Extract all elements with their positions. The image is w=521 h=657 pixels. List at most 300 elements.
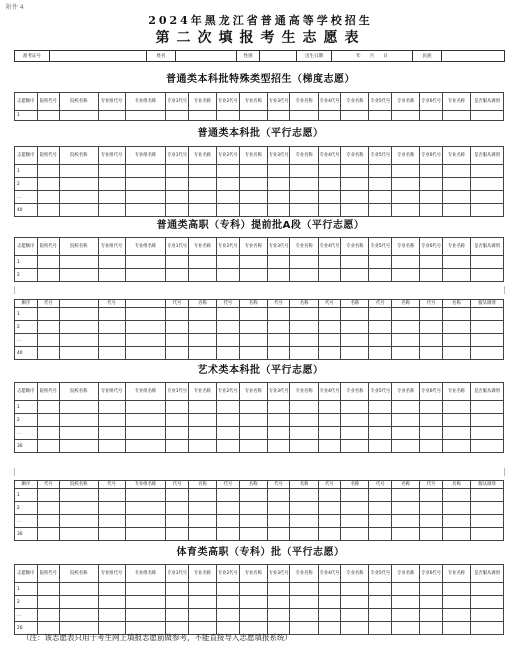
entry-cell[interactable]	[442, 515, 470, 528]
entry-cell[interactable]	[166, 583, 189, 596]
entry-cell[interactable]	[125, 440, 166, 453]
entry-cell[interactable]	[392, 528, 420, 541]
entry-cell[interactable]	[166, 165, 189, 178]
entry-cell[interactable]	[341, 596, 369, 609]
entry-cell[interactable]	[341, 427, 369, 440]
entry-cell[interactable]	[290, 321, 318, 334]
entry-cell[interactable]	[60, 596, 98, 609]
entry-cell[interactable]	[188, 256, 216, 269]
entry-cell[interactable]	[420, 528, 443, 541]
entry-cell[interactable]	[239, 515, 267, 528]
entry-cell[interactable]	[318, 427, 341, 440]
entry-cell[interactable]	[318, 178, 341, 191]
entry-cell[interactable]	[392, 440, 420, 453]
entry-cell[interactable]	[442, 178, 470, 191]
entry-cell[interactable]	[392, 308, 420, 321]
entry-cell[interactable]	[217, 308, 240, 321]
entry-cell[interactable]	[37, 427, 60, 440]
entry-cell[interactable]	[166, 596, 189, 609]
entry-cell[interactable]	[318, 622, 341, 635]
entry-cell[interactable]	[267, 596, 290, 609]
entry-cell[interactable]	[60, 583, 98, 596]
entry-cell[interactable]	[166, 489, 189, 502]
entry-cell[interactable]	[60, 427, 98, 440]
entry-cell[interactable]	[217, 401, 240, 414]
entry-cell[interactable]	[392, 427, 420, 440]
entry-cell[interactable]	[369, 502, 392, 515]
entry-cell[interactable]	[369, 489, 392, 502]
entry-cell[interactable]	[290, 596, 318, 609]
entry-cell[interactable]	[60, 204, 98, 217]
entry-cell[interactable]	[188, 528, 216, 541]
entry-cell[interactable]	[267, 609, 290, 622]
entry-cell[interactable]	[166, 256, 189, 269]
birthdate-field[interactable]: 年 月 日	[332, 51, 413, 61]
entry-cell[interactable]	[318, 308, 341, 321]
entry-cell[interactable]	[369, 622, 392, 635]
entry-cell[interactable]	[98, 502, 125, 515]
entry-cell[interactable]	[125, 334, 166, 347]
entry-cell[interactable]	[369, 111, 392, 121]
entry-cell[interactable]	[341, 609, 369, 622]
entry-cell[interactable]	[471, 191, 504, 204]
entry-cell[interactable]	[98, 269, 125, 282]
entry-cell[interactable]	[442, 528, 470, 541]
entry-cell[interactable]	[341, 191, 369, 204]
entry-cell[interactable]	[420, 191, 443, 204]
entry-cell[interactable]	[125, 269, 166, 282]
entry-cell[interactable]	[318, 269, 341, 282]
entry-cell[interactable]	[318, 401, 341, 414]
entry-cell[interactable]	[420, 269, 443, 282]
entry-cell[interactable]	[98, 334, 125, 347]
exam-id-field[interactable]	[50, 51, 147, 61]
entry-cell[interactable]	[188, 440, 216, 453]
entry-cell[interactable]	[166, 440, 189, 453]
entry-cell[interactable]	[98, 191, 125, 204]
entry-cell[interactable]	[318, 489, 341, 502]
entry-cell[interactable]	[392, 191, 420, 204]
entry-cell[interactable]	[98, 347, 125, 360]
entry-cell[interactable]	[98, 308, 125, 321]
entry-cell[interactable]	[392, 414, 420, 427]
entry-cell[interactable]	[60, 308, 98, 321]
entry-cell[interactable]	[217, 609, 240, 622]
entry-cell[interactable]	[267, 321, 290, 334]
entry-cell[interactable]	[318, 414, 341, 427]
entry-cell[interactable]	[98, 609, 125, 622]
entry-cell[interactable]	[188, 401, 216, 414]
entry-cell[interactable]	[239, 165, 267, 178]
entry-cell[interactable]	[442, 334, 470, 347]
entry-cell[interactable]	[392, 256, 420, 269]
entry-cell[interactable]	[37, 609, 60, 622]
entry-cell[interactable]	[369, 269, 392, 282]
entry-cell[interactable]	[60, 414, 98, 427]
entry-cell[interactable]	[188, 489, 216, 502]
entry-cell[interactable]	[60, 111, 98, 121]
entry-cell[interactable]	[442, 583, 470, 596]
entry-cell[interactable]	[318, 515, 341, 528]
entry-cell[interactable]	[267, 401, 290, 414]
entry-cell[interactable]	[239, 583, 267, 596]
entry-cell[interactable]	[318, 321, 341, 334]
entry-cell[interactable]	[98, 528, 125, 541]
entry-cell[interactable]	[290, 191, 318, 204]
entry-cell[interactable]	[37, 401, 60, 414]
entry-cell[interactable]	[217, 583, 240, 596]
ethnicity-field[interactable]	[442, 51, 504, 61]
entry-cell[interactable]	[420, 347, 443, 360]
entry-cell[interactable]	[290, 583, 318, 596]
entry-cell[interactable]	[420, 401, 443, 414]
entry-cell[interactable]	[188, 347, 216, 360]
entry-cell[interactable]	[166, 401, 189, 414]
entry-cell[interactable]	[290, 401, 318, 414]
entry-cell[interactable]	[217, 347, 240, 360]
entry-cell[interactable]	[290, 308, 318, 321]
entry-cell[interactable]	[442, 347, 470, 360]
entry-cell[interactable]	[442, 269, 470, 282]
entry-cell[interactable]	[125, 596, 166, 609]
entry-cell[interactable]	[267, 111, 290, 121]
entry-cell[interactable]	[290, 427, 318, 440]
entry-cell[interactable]	[471, 583, 504, 596]
entry-cell[interactable]	[188, 165, 216, 178]
entry-cell[interactable]	[318, 583, 341, 596]
entry-cell[interactable]	[318, 111, 341, 121]
entry-cell[interactable]	[125, 321, 166, 334]
entry-cell[interactable]	[217, 321, 240, 334]
entry-cell[interactable]	[267, 308, 290, 321]
entry-cell[interactable]	[341, 178, 369, 191]
entry-cell[interactable]	[60, 269, 98, 282]
entry-cell[interactable]	[369, 528, 392, 541]
entry-cell[interactable]	[217, 528, 240, 541]
entry-cell[interactable]	[341, 489, 369, 502]
entry-cell[interactable]	[37, 321, 60, 334]
entry-cell[interactable]	[166, 427, 189, 440]
entry-cell[interactable]	[98, 489, 125, 502]
entry-cell[interactable]	[239, 427, 267, 440]
entry-cell[interactable]	[392, 401, 420, 414]
entry-cell[interactable]	[60, 528, 98, 541]
entry-cell[interactable]	[290, 609, 318, 622]
entry-cell[interactable]	[290, 269, 318, 282]
entry-cell[interactable]	[290, 489, 318, 502]
entry-cell[interactable]	[98, 583, 125, 596]
entry-cell[interactable]	[471, 622, 504, 635]
entry-cell[interactable]	[37, 269, 60, 282]
entry-cell[interactable]	[60, 165, 98, 178]
entry-cell[interactable]	[290, 528, 318, 541]
entry-cell[interactable]	[267, 515, 290, 528]
entry-cell[interactable]	[125, 401, 166, 414]
entry-cell[interactable]	[318, 256, 341, 269]
entry-cell[interactable]	[471, 178, 504, 191]
entry-cell[interactable]	[37, 347, 60, 360]
entry-cell[interactable]	[290, 622, 318, 635]
entry-cell[interactable]	[267, 256, 290, 269]
entry-cell[interactable]	[341, 269, 369, 282]
entry-cell[interactable]	[442, 321, 470, 334]
entry-cell[interactable]	[98, 204, 125, 217]
entry-cell[interactable]	[341, 321, 369, 334]
entry-cell[interactable]	[442, 596, 470, 609]
entry-cell[interactable]	[290, 334, 318, 347]
entry-cell[interactable]	[37, 489, 60, 502]
entry-cell[interactable]	[37, 204, 60, 217]
entry-cell[interactable]	[369, 191, 392, 204]
entry-cell[interactable]	[369, 178, 392, 191]
entry-cell[interactable]	[37, 515, 60, 528]
entry-cell[interactable]	[471, 321, 504, 334]
entry-cell[interactable]	[471, 269, 504, 282]
entry-cell[interactable]	[369, 427, 392, 440]
entry-cell[interactable]	[318, 609, 341, 622]
entry-cell[interactable]	[37, 414, 60, 427]
entry-cell[interactable]	[392, 269, 420, 282]
entry-cell[interactable]	[37, 191, 60, 204]
entry-cell[interactable]	[341, 401, 369, 414]
entry-cell[interactable]	[125, 347, 166, 360]
entry-cell[interactable]	[98, 256, 125, 269]
entry-cell[interactable]	[60, 321, 98, 334]
entry-cell[interactable]	[166, 269, 189, 282]
entry-cell[interactable]	[166, 414, 189, 427]
entry-cell[interactable]	[420, 502, 443, 515]
entry-cell[interactable]	[166, 178, 189, 191]
entry-cell[interactable]	[188, 334, 216, 347]
entry-cell[interactable]	[125, 427, 166, 440]
entry-cell[interactable]	[369, 440, 392, 453]
entry-cell[interactable]	[267, 347, 290, 360]
entry-cell[interactable]	[166, 515, 189, 528]
entry-cell[interactable]	[290, 178, 318, 191]
entry-cell[interactable]	[369, 256, 392, 269]
entry-cell[interactable]	[420, 596, 443, 609]
entry-cell[interactable]	[239, 440, 267, 453]
entry-cell[interactable]	[239, 502, 267, 515]
entry-cell[interactable]	[60, 401, 98, 414]
entry-cell[interactable]	[290, 440, 318, 453]
entry-cell[interactable]	[60, 515, 98, 528]
entry-cell[interactable]	[420, 111, 443, 121]
entry-cell[interactable]	[217, 414, 240, 427]
entry-cell[interactable]	[471, 596, 504, 609]
entry-cell[interactable]	[239, 334, 267, 347]
entry-cell[interactable]	[471, 609, 504, 622]
entry-cell[interactable]	[166, 609, 189, 622]
entry-cell[interactable]	[37, 334, 60, 347]
entry-cell[interactable]	[166, 347, 189, 360]
entry-cell[interactable]	[420, 178, 443, 191]
entry-cell[interactable]	[217, 427, 240, 440]
entry-cell[interactable]	[267, 269, 290, 282]
entry-cell[interactable]	[442, 489, 470, 502]
entry-cell[interactable]	[267, 427, 290, 440]
entry-cell[interactable]	[442, 622, 470, 635]
entry-cell[interactable]	[318, 440, 341, 453]
entry-cell[interactable]	[341, 440, 369, 453]
entry-cell[interactable]	[442, 111, 470, 121]
entry-cell[interactable]	[239, 596, 267, 609]
entry-cell[interactable]	[217, 515, 240, 528]
entry-cell[interactable]	[420, 583, 443, 596]
entry-cell[interactable]	[98, 414, 125, 427]
entry-cell[interactable]	[125, 256, 166, 269]
entry-cell[interactable]	[318, 165, 341, 178]
entry-cell[interactable]	[392, 178, 420, 191]
entry-cell[interactable]	[188, 427, 216, 440]
entry-cell[interactable]	[239, 528, 267, 541]
entry-cell[interactable]	[217, 178, 240, 191]
entry-cell[interactable]	[471, 427, 504, 440]
entry-cell[interactable]	[341, 515, 369, 528]
entry-cell[interactable]	[420, 204, 443, 217]
entry-cell[interactable]	[420, 308, 443, 321]
entry-cell[interactable]	[217, 165, 240, 178]
entry-cell[interactable]	[239, 111, 267, 121]
entry-cell[interactable]	[166, 334, 189, 347]
entry-cell[interactable]	[37, 308, 60, 321]
entry-cell[interactable]	[341, 165, 369, 178]
entry-cell[interactable]	[290, 111, 318, 121]
entry-cell[interactable]	[471, 414, 504, 427]
entry-cell[interactable]	[471, 165, 504, 178]
entry-cell[interactable]	[392, 622, 420, 635]
entry-cell[interactable]	[60, 191, 98, 204]
entry-cell[interactable]	[239, 321, 267, 334]
entry-cell[interactable]	[341, 347, 369, 360]
entry-cell[interactable]	[60, 502, 98, 515]
entry-cell[interactable]	[290, 414, 318, 427]
entry-cell[interactable]	[125, 165, 166, 178]
entry-cell[interactable]	[188, 321, 216, 334]
entry-cell[interactable]	[392, 347, 420, 360]
entry-cell[interactable]	[37, 596, 60, 609]
entry-cell[interactable]	[217, 204, 240, 217]
entry-cell[interactable]	[217, 440, 240, 453]
entry-cell[interactable]	[188, 269, 216, 282]
entry-cell[interactable]	[217, 269, 240, 282]
entry-cell[interactable]	[392, 596, 420, 609]
entry-cell[interactable]	[420, 609, 443, 622]
entry-cell[interactable]	[188, 609, 216, 622]
entry-cell[interactable]	[239, 191, 267, 204]
entry-cell[interactable]	[217, 191, 240, 204]
entry-cell[interactable]	[369, 609, 392, 622]
entry-cell[interactable]	[125, 489, 166, 502]
entry-cell[interactable]	[318, 596, 341, 609]
entry-cell[interactable]	[442, 308, 470, 321]
entry-cell[interactable]	[188, 502, 216, 515]
entry-cell[interactable]	[442, 440, 470, 453]
entry-cell[interactable]	[217, 111, 240, 121]
entry-cell[interactable]	[239, 269, 267, 282]
entry-cell[interactable]	[166, 528, 189, 541]
entry-cell[interactable]	[341, 414, 369, 427]
entry-cell[interactable]	[217, 596, 240, 609]
entry-cell[interactable]	[442, 609, 470, 622]
entry-cell[interactable]	[341, 334, 369, 347]
name-field[interactable]	[176, 51, 237, 61]
entry-cell[interactable]	[369, 596, 392, 609]
entry-cell[interactable]	[267, 440, 290, 453]
entry-cell[interactable]	[125, 308, 166, 321]
entry-cell[interactable]	[267, 528, 290, 541]
entry-cell[interactable]	[60, 440, 98, 453]
entry-cell[interactable]	[442, 165, 470, 178]
entry-cell[interactable]	[471, 401, 504, 414]
entry-cell[interactable]	[166, 321, 189, 334]
entry-cell[interactable]	[442, 204, 470, 217]
entry-cell[interactable]	[369, 583, 392, 596]
gender-field[interactable]	[260, 51, 297, 61]
entry-cell[interactable]	[188, 308, 216, 321]
entry-cell[interactable]	[369, 515, 392, 528]
entry-cell[interactable]	[188, 414, 216, 427]
entry-cell[interactable]	[239, 401, 267, 414]
entry-cell[interactable]	[125, 204, 166, 217]
entry-cell[interactable]	[267, 204, 290, 217]
entry-cell[interactable]	[188, 178, 216, 191]
entry-cell[interactable]	[318, 191, 341, 204]
entry-cell[interactable]	[98, 321, 125, 334]
entry-cell[interactable]	[239, 489, 267, 502]
entry-cell[interactable]	[290, 256, 318, 269]
entry-cell[interactable]	[166, 308, 189, 321]
entry-cell[interactable]	[267, 191, 290, 204]
entry-cell[interactable]	[442, 414, 470, 427]
entry-cell[interactable]	[369, 347, 392, 360]
entry-cell[interactable]	[125, 515, 166, 528]
entry-cell[interactable]	[60, 178, 98, 191]
entry-cell[interactable]	[392, 489, 420, 502]
entry-cell[interactable]	[239, 308, 267, 321]
entry-cell[interactable]	[125, 414, 166, 427]
entry-cell[interactable]	[37, 583, 60, 596]
entry-cell[interactable]	[125, 528, 166, 541]
entry-cell[interactable]	[98, 440, 125, 453]
entry-cell[interactable]	[318, 334, 341, 347]
entry-cell[interactable]	[471, 515, 504, 528]
entry-cell[interactable]	[239, 178, 267, 191]
entry-cell[interactable]	[420, 440, 443, 453]
entry-cell[interactable]	[341, 502, 369, 515]
entry-cell[interactable]	[188, 515, 216, 528]
entry-cell[interactable]	[369, 334, 392, 347]
entry-cell[interactable]	[341, 256, 369, 269]
entry-cell[interactable]	[188, 191, 216, 204]
entry-cell[interactable]	[188, 111, 216, 121]
entry-cell[interactable]	[217, 502, 240, 515]
entry-cell[interactable]	[471, 334, 504, 347]
entry-cell[interactable]	[471, 256, 504, 269]
entry-cell[interactable]	[290, 347, 318, 360]
entry-cell[interactable]	[471, 502, 504, 515]
entry-cell[interactable]	[217, 256, 240, 269]
entry-cell[interactable]	[290, 204, 318, 217]
entry-cell[interactable]	[98, 401, 125, 414]
entry-cell[interactable]	[125, 178, 166, 191]
entry-cell[interactable]	[341, 111, 369, 121]
entry-cell[interactable]	[471, 204, 504, 217]
entry-cell[interactable]	[217, 489, 240, 502]
entry-cell[interactable]	[471, 489, 504, 502]
entry-cell[interactable]	[318, 204, 341, 217]
entry-cell[interactable]	[318, 528, 341, 541]
